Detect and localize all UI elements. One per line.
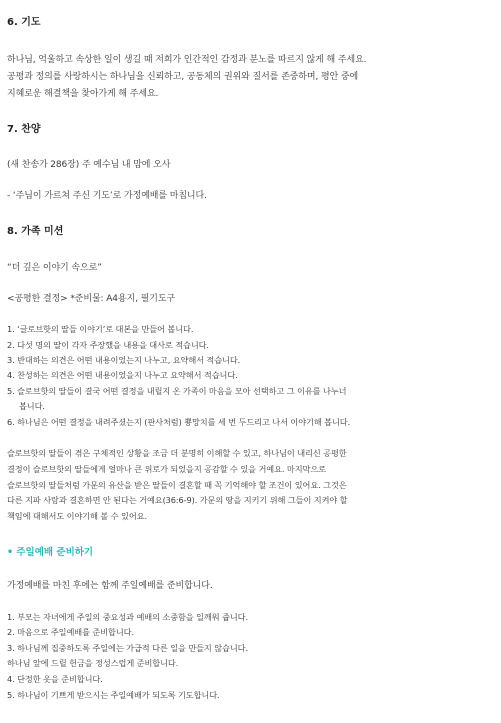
mission-step: 2. 다섯 명의 딸이 각자 주장했을 내용을 대사로 적습니다. xyxy=(7,340,209,350)
section-heading-hymn: 7. 찬양 xyxy=(7,124,41,135)
mission-step: 6. 하나님은 어떤 결정을 내려주셨는지 (판사처럼) 뿅망치를 세 번 두드리고 나서 이야기해 봅니다. xyxy=(7,417,351,427)
mission-step: 1. ‘글로브핫의 딸들 이야기’로 대본을 만들어 봅니다. xyxy=(7,324,194,334)
mission-step: 4. 찬성하는 의견은 어떤 내용이었을지 나누고 요약해서 적습니다. xyxy=(7,370,238,380)
sunday-item: 2. 마음으로 주일예배를 준비합니다. xyxy=(7,627,134,637)
mission-paragraph-line: 책임에 대해서도 이야기해 볼 수 있어요. xyxy=(7,511,147,521)
mission-step: 3. 반대하는 의견은 어떤 내용이었는지 나누고, 요약해서 적습니다. xyxy=(7,355,241,365)
mission-paragraph-line: 슬로브핫의 딸들이 겪은 구체적인 상황을 조금 더 분명히 이해할 수 있고, 하나님이 내리신 공평한 xyxy=(7,448,347,458)
sunday-item: 하나님 앞에 드릴 헌금을 정성스럽게 준비합니다. xyxy=(7,658,179,668)
mission-step: 5. 슬로브핫의 딸들이 결국 어떤 결정을 내릴지 온 가족이 마음을 모아 선택하고 그 이유를 나누너 xyxy=(7,386,347,396)
mission-paragraph-line: 결정이 슬로브핫의 딸들에게 얼마나 큰 위로가 되었을지 공감할 수 있을 거예요. 마지막으로 xyxy=(7,464,326,474)
sunday-item: 4. 단정한 옷을 준비합니다. xyxy=(7,674,103,684)
sunday-item: 5. 하나님이 기쁘게 받으시는 주일예배가 되도록 기도합니다. xyxy=(7,690,220,700)
hymn-line: (새 찬송가 286장) 주 예수님 내 맘에 오사 xyxy=(7,160,171,170)
section-heading-prayer: 6. 기도 xyxy=(7,17,41,28)
mission-title: <공평한 결정> *준비물: A4용지, 필기도구 xyxy=(7,294,176,304)
mission-paragraph-line: 슬로브핫의 딸들처럼 가문의 유산을 받은 딸들이 결혼할 때 꼭 기억해야 할 조건이 있어요. 그것은 xyxy=(7,480,347,490)
mission-step-continued: 봅니다. xyxy=(19,401,45,411)
prayer-line: 하나님, 억울하고 속상한 일이 생길 때 저희가 인간적인 감정과 분노를 따르지 않게 해 주세요. xyxy=(7,55,367,65)
sunday-item: 3. 하나님께 집중하도록 주일에는 가급적 다른 일을 만들지 않습니다. xyxy=(7,643,248,653)
sunday-worship-heading: • 주일예배 준비하기 xyxy=(7,547,94,558)
closing-line: - ‘주님이 가르쳐 주신 기도’로 가정예배를 마칩니다. xyxy=(7,191,207,201)
sunday-intro: 가정예배를 마친 후에는 함께 주일예배를 준비합니다. xyxy=(7,581,213,591)
prayer-line: 공평과 정의를 사랑하시는 하나님을 신뢰하고, 공동체의 권위와 질서를 존중하며, 평안 중에 xyxy=(7,72,359,82)
section-heading-mission: 8. 가족 미션 xyxy=(7,226,64,237)
sunday-item: 1. 부모는 자녀에게 주일의 중요성과 예배의 소중함을 일깨워 줍니다. xyxy=(7,612,248,622)
mission-paragraph-line: 다른 지파 사람과 결혼하면 안 된다는 거예요(36:6-9). 가문의 땅을 지키기 위해 그들이 지켜야 할 xyxy=(7,495,348,505)
mission-quote: “더 깊은 이야기 속으로” xyxy=(7,263,102,273)
prayer-line: 지혜로운 해결책을 찾아가게 해 주세요. xyxy=(7,89,159,99)
